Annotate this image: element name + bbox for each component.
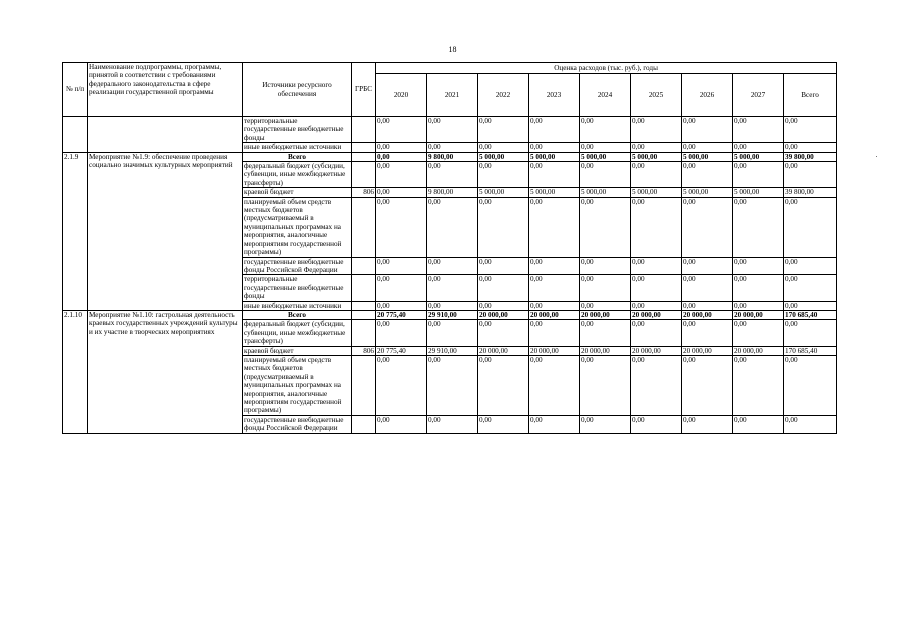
value-cell: 170 685,40	[784, 346, 837, 355]
value-cell: 0,00	[376, 188, 427, 197]
grbs-cell	[352, 355, 376, 415]
value-cell: 0,00	[376, 275, 427, 301]
grbs-cell	[352, 152, 376, 161]
measure-number: 2.1.10	[63, 310, 88, 433]
value-cell: 5 000,00	[733, 188, 784, 197]
page-number: 18	[448, 45, 457, 54]
grbs-cell: 806	[352, 188, 376, 197]
value-cell: 0,00	[478, 415, 529, 433]
value-cell: 0,00	[529, 355, 580, 415]
header-year: 2023	[529, 74, 580, 117]
row-name-cell	[88, 117, 243, 153]
value-cell: 0,00	[427, 320, 478, 346]
value-cell: 0,00	[784, 143, 837, 152]
grbs-cell	[352, 415, 376, 433]
measure-number: 2.1.9	[63, 152, 88, 310]
source-cell: государственные внебюджетные фонды Российской Федерации	[243, 415, 352, 433]
value-cell: 0,00	[427, 415, 478, 433]
value-cell: 0,00	[580, 301, 631, 310]
measure-name: Мероприятие №1.10: гастрольная деятельность краевых государственных учреждений культуры и их участие в творческих мероприятиях	[88, 310, 243, 433]
header-year: 2027	[733, 74, 784, 117]
header-year: 2022	[478, 74, 529, 117]
value-cell: 0,00	[631, 117, 682, 143]
value-cell: 20 000,00	[580, 346, 631, 355]
measure-name: Мероприятие №1.9: обеспечение проведения социально значимых культурных мероприятий	[88, 152, 243, 310]
value-cell: 9 800,00	[427, 152, 478, 161]
value-cell: 0,00	[682, 143, 733, 152]
value-cell: 0,00	[580, 320, 631, 346]
value-cell: 0,00	[478, 117, 529, 143]
value-cell: 0,00	[376, 197, 427, 257]
value-cell: 0,00	[427, 257, 478, 275]
value-cell: 0,00	[682, 320, 733, 346]
value-cell: 0,00	[478, 301, 529, 310]
value-cell: 0,00	[784, 415, 837, 433]
grbs-cell	[352, 117, 376, 143]
grbs-cell	[352, 275, 376, 301]
value-cell: 0,00	[376, 415, 427, 433]
value-cell: 5 000,00	[733, 152, 784, 161]
value-cell: 0,00	[733, 320, 784, 346]
source-cell: иные внебюджетные источники	[243, 143, 352, 152]
value-cell: 0,00	[376, 152, 427, 161]
value-cell: 0,00	[529, 275, 580, 301]
value-cell: 0,00	[580, 415, 631, 433]
value-cell: 5 000,00	[631, 152, 682, 161]
value-cell: 39 800,00	[784, 152, 837, 161]
value-cell: 0,00	[529, 117, 580, 143]
value-cell: 0,00	[631, 415, 682, 433]
value-cell: 0,00	[376, 143, 427, 152]
value-cell: 20 775,40	[376, 346, 427, 355]
row-num-cell	[63, 117, 88, 153]
value-cell: 0,00	[427, 143, 478, 152]
value-cell: 0,00	[580, 355, 631, 415]
value-cell: 5 000,00	[580, 188, 631, 197]
value-cell: 0,00	[580, 197, 631, 257]
budget-table-container	[62, 62, 838, 602]
source-cell: территориальные государственные внебюджетные фонды	[243, 117, 352, 143]
value-cell: 0,00	[427, 197, 478, 257]
value-cell: 170 685,40	[784, 310, 837, 319]
source-cell: федеральный бюджет (субсидии, субвенции, иные межбюджетные трансферты)	[243, 162, 352, 188]
value-cell: 0,00	[733, 415, 784, 433]
value-cell: 5 000,00	[682, 188, 733, 197]
budget-table	[62, 62, 837, 434]
grbs-cell	[352, 162, 376, 188]
value-cell: 0,00	[580, 162, 631, 188]
value-cell: 0,00	[631, 320, 682, 346]
value-cell: 0,00	[733, 162, 784, 188]
source-cell: Всего	[243, 310, 352, 319]
header-estimate: Оценка расходов (тыс. руб.), годы	[376, 63, 837, 74]
value-cell: 20 000,00	[529, 310, 580, 319]
header-year: 2024	[580, 74, 631, 117]
value-cell: 0,00	[478, 275, 529, 301]
value-cell: 0,00	[478, 197, 529, 257]
source-cell: краевой бюджет	[243, 346, 352, 355]
value-cell: 0,00	[580, 257, 631, 275]
value-cell: 0,00	[478, 257, 529, 275]
grbs-cell	[352, 301, 376, 310]
grbs-cell	[352, 320, 376, 346]
value-cell: 5 000,00	[529, 152, 580, 161]
value-cell: 0,00	[631, 257, 682, 275]
grbs-cell	[352, 310, 376, 319]
value-cell: 0,00	[784, 162, 837, 188]
value-cell: 0,00	[733, 197, 784, 257]
grbs-cell	[352, 143, 376, 152]
value-cell: 0,00	[682, 275, 733, 301]
value-cell: 0,00	[427, 117, 478, 143]
value-cell: 0,00	[529, 301, 580, 310]
header-year: 2020	[376, 74, 427, 117]
source-cell: Всего	[243, 152, 352, 161]
value-cell: 0,00	[682, 162, 733, 188]
value-cell: 0,00	[733, 301, 784, 310]
value-cell: 0,00	[478, 143, 529, 152]
value-cell: 20 000,00	[733, 310, 784, 319]
source-cell: иные внебюджетные источники	[243, 301, 352, 310]
grbs-cell	[352, 197, 376, 257]
value-cell: 0,00	[733, 355, 784, 415]
value-cell: 29 910,00	[427, 310, 478, 319]
table-row	[63, 152, 837, 161]
header-num: № п/п	[63, 63, 88, 117]
source-cell: планируемый объем средств местных бюджетов (предусматриваемый в муниципальных программах на мероприятия, аналогичные мероприятиям государственной программы)	[243, 355, 352, 415]
value-cell: 0,00	[376, 257, 427, 275]
value-cell: 0,00	[478, 162, 529, 188]
value-cell: 0,00	[427, 162, 478, 188]
source-cell: планируемый объем средств местных бюджетов (предусматриваемый в муниципальных программах на мероприятия, аналогичные мероприятиям государственной программы)	[243, 197, 352, 257]
value-cell: 0,00	[478, 320, 529, 346]
value-cell: 29 910,00	[427, 346, 478, 355]
value-cell: 0,00	[733, 275, 784, 301]
value-cell: 5 000,00	[682, 152, 733, 161]
value-cell: 0,00	[682, 301, 733, 310]
value-cell: 5 000,00	[580, 152, 631, 161]
value-cell: 0,00	[580, 143, 631, 152]
value-cell: 0,00	[631, 301, 682, 310]
value-cell: 0,00	[529, 162, 580, 188]
source-cell: государственные внебюджетные фонды Российской Федерации	[243, 257, 352, 275]
value-cell: 0,00	[427, 301, 478, 310]
value-cell: 0,00	[631, 355, 682, 415]
value-cell: 5 000,00	[478, 152, 529, 161]
value-cell: 0,00	[580, 275, 631, 301]
value-cell: 0,00	[376, 320, 427, 346]
value-cell: 0,00	[427, 355, 478, 415]
value-cell: 0,00	[529, 415, 580, 433]
value-cell: 0,00	[682, 197, 733, 257]
value-cell: 5 000,00	[631, 188, 682, 197]
value-cell: 20 000,00	[580, 310, 631, 319]
table-header	[63, 63, 837, 117]
value-cell: 0,00	[427, 275, 478, 301]
header-year: 2026	[682, 74, 733, 117]
value-cell: 20 000,00	[733, 346, 784, 355]
value-cell: 0,00	[784, 320, 837, 346]
value-cell: 0,00	[784, 301, 837, 310]
value-cell: 0,00	[784, 275, 837, 301]
value-cell: 0,00	[580, 117, 631, 143]
value-cell: 20 000,00	[682, 310, 733, 319]
value-cell: 0,00	[682, 355, 733, 415]
value-cell: 20 000,00	[682, 346, 733, 355]
value-cell: 5 000,00	[478, 188, 529, 197]
header-year: 2025	[631, 74, 682, 117]
header-sources: Источники ресурсного обеспечения	[243, 63, 352, 117]
value-cell: 0,00	[376, 355, 427, 415]
grbs-cell: 806	[352, 346, 376, 355]
value-cell: 0,00	[733, 257, 784, 275]
value-cell: 0,00	[376, 117, 427, 143]
table-row	[63, 310, 837, 319]
value-cell: 0,00	[631, 197, 682, 257]
value-cell: 20 000,00	[478, 310, 529, 319]
value-cell: 0,00	[376, 301, 427, 310]
header-year: Всего	[784, 74, 837, 117]
value-cell: 0,00	[631, 162, 682, 188]
scan-speck	[876, 156, 877, 157]
value-cell: 0,00	[784, 197, 837, 257]
header-name: Наименование подпрограммы, программы, принятой в соответствии с требованиями федерального законодательства в сфере реализации государственной программы	[88, 63, 243, 117]
value-cell: 0,00	[733, 143, 784, 152]
value-cell: 9 800,00	[427, 188, 478, 197]
value-cell: 0,00	[784, 117, 837, 143]
source-cell: территориальные государственные внебюджетные фонды	[243, 275, 352, 301]
value-cell: 0,00	[529, 143, 580, 152]
value-cell: 0,00	[784, 355, 837, 415]
table-body	[63, 117, 837, 434]
value-cell: 0,00	[529, 257, 580, 275]
value-cell: 0,00	[682, 117, 733, 143]
value-cell: 0,00	[631, 143, 682, 152]
value-cell: 39 800,00	[784, 188, 837, 197]
source-cell: федеральный бюджет (субсидии, субвенции, иные межбюджетные трансферты)	[243, 320, 352, 346]
value-cell: 20 775,40	[376, 310, 427, 319]
value-cell: 20 000,00	[529, 346, 580, 355]
value-cell: 0,00	[784, 257, 837, 275]
header-year: 2021	[427, 74, 478, 117]
header-grbs: ГРБС	[352, 63, 376, 117]
value-cell: 0,00	[376, 162, 427, 188]
value-cell: 0,00	[529, 197, 580, 257]
value-cell: 0,00	[682, 257, 733, 275]
value-cell: 5 000,00	[529, 188, 580, 197]
value-cell: 20 000,00	[631, 310, 682, 319]
value-cell: 0,00	[478, 355, 529, 415]
value-cell: 0,00	[682, 415, 733, 433]
value-cell: 0,00	[529, 320, 580, 346]
table-row	[63, 117, 837, 143]
value-cell: 20 000,00	[631, 346, 682, 355]
value-cell: 0,00	[733, 117, 784, 143]
value-cell: 20 000,00	[478, 346, 529, 355]
source-cell: краевой бюджет	[243, 188, 352, 197]
grbs-cell	[352, 257, 376, 275]
value-cell: 0,00	[631, 275, 682, 301]
